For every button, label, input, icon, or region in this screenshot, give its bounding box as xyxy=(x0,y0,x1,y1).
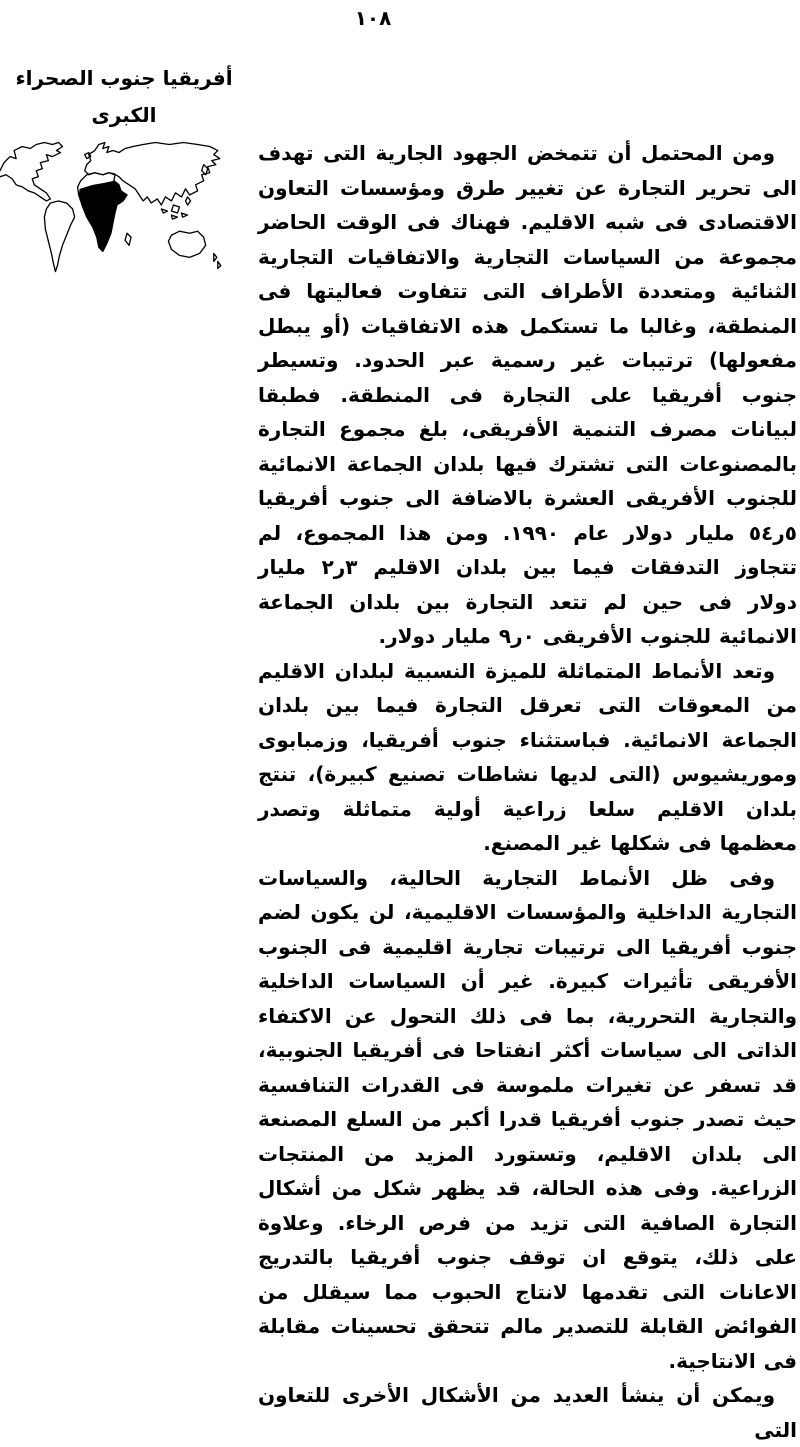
map-south-america xyxy=(44,201,74,272)
map-new-zealand-south xyxy=(218,261,221,268)
map-indonesia-3 xyxy=(182,213,188,217)
map-borneo xyxy=(171,205,179,213)
body-text xyxy=(258,136,797,1447)
region-title-line1: أفريقيا جنوب الصحراء xyxy=(15,66,233,90)
map-britain xyxy=(85,153,91,159)
map-philippines xyxy=(186,197,191,205)
region-title-line2: الكبرى xyxy=(91,103,157,127)
map-australia xyxy=(168,231,205,257)
map-new-zealand-north xyxy=(214,253,217,261)
page-number: ١٠٨ xyxy=(354,6,392,30)
map-north-america xyxy=(0,142,63,200)
paragraph-1: ومن المحتمل أن تتمخض الجهود الجارية التى تهدف الى تحرير التجارة عن تغيير طرق ومؤسسات التعاون الاقتصادى فى شبه الاقليم. فهناك فى الوقت الحاضر مجموعة من السياسات التجارية والاتفاقيات التجارية الثنائية ومتعددة الأطراف التى تتفاوت فعاليتها فى المنطقة، وغالبا ما تستكمل هذه الاتفاقيات (أو يبطل مفعولها) ترتيبات غير رسمية عبر الحدود. وتسيطر جنوب أفريقيا على التجارة فى المنطقة. فطبقا لبيانات مصرف التنمية الأفريقى، بلغ مجموع التجارة بالمصنوعات التى تشترك فيها بلدان الجماعة الانمائية للجنوب الأفريقى العشرة بالاضافة الى جنوب أفريقيا ٥ر٥٤ مليار دولار عام ١٩٩٠. ومن هذا المجموع، لم تتجاوز التدفقات فيما بين بلدان الاقليم ٣ر٢ مليار دولار فى حين لم تتعد التجارة بين بلدان الجماعة الانمائية للجنوب الأفريقى ٠ر٩ مليار دولار. xyxy=(258,141,798,648)
map-japan xyxy=(202,165,208,175)
paragraph-4: ويمكن أن ينشأ العديد من الأشكال الأخرى للتعاون التى xyxy=(258,1383,797,1442)
paragraph-2: وتعد الأنماط المتماثلة للميزة النسبية لبلدان الاقليم من المعوقات التى تعرقل التجارة فيما بين بلدان الجماعة الانمائية. فباستثناء جنوب أفريقيا، وزمبابوى وموريشيوس (التى لديها نشاطات تصنيع كبيرة)، تنتج بلدان الاقليم سلعا زراعية أولية متماثلة وتصدر معظمها فى شكلها غير المصنع. xyxy=(258,658,797,855)
map-indonesia-2 xyxy=(171,215,177,219)
sidebar-region-label xyxy=(0,60,248,134)
map-madagascar xyxy=(125,233,131,245)
world-map-icon xyxy=(0,140,242,274)
paragraph-3: وفى ظل الأنماط التجارية الحالية، والسياسات التجارية الداخلية والمؤسسات الاقليمية، لن يكون لضم جنوب أفريقيا الى ترتيبات تجارية اقليمية فى الجنوب الأفريقى تأثيرات كبيرة. غير أن السياسات الداخلية والتجارية التحررية، بما فى ذلك التحول عن الاكتفاء الذاتى الى سياسات أكثر انفتاحا فى أفريقيا الجنوبية، قد تسفر عن تغيرات ملموسة فى القدرات التنافسية حيث تصدر جنوب أفريقيا قدرا أكبر من السلع المصنعة الى بلدان الاقليم، وتستورد المزيد من المنتجات الزراعية. وفى هذه الحالة، قد يظهر شكل من أشكال التجارة الصافية التى تزيد من فرص الرخاء. وعلاوة على ذلك، يتوقع ان توقف جنوب أفريقيا بالتدريج الاعانات التى تقدمها لانتاج الحبوب مما سيقلل من الفوائض القابلة للتصدير مالم تتحقق تحسينات مقابلة فى الانتاجية. xyxy=(258,865,797,1373)
map-indonesia-1 xyxy=(161,209,167,213)
